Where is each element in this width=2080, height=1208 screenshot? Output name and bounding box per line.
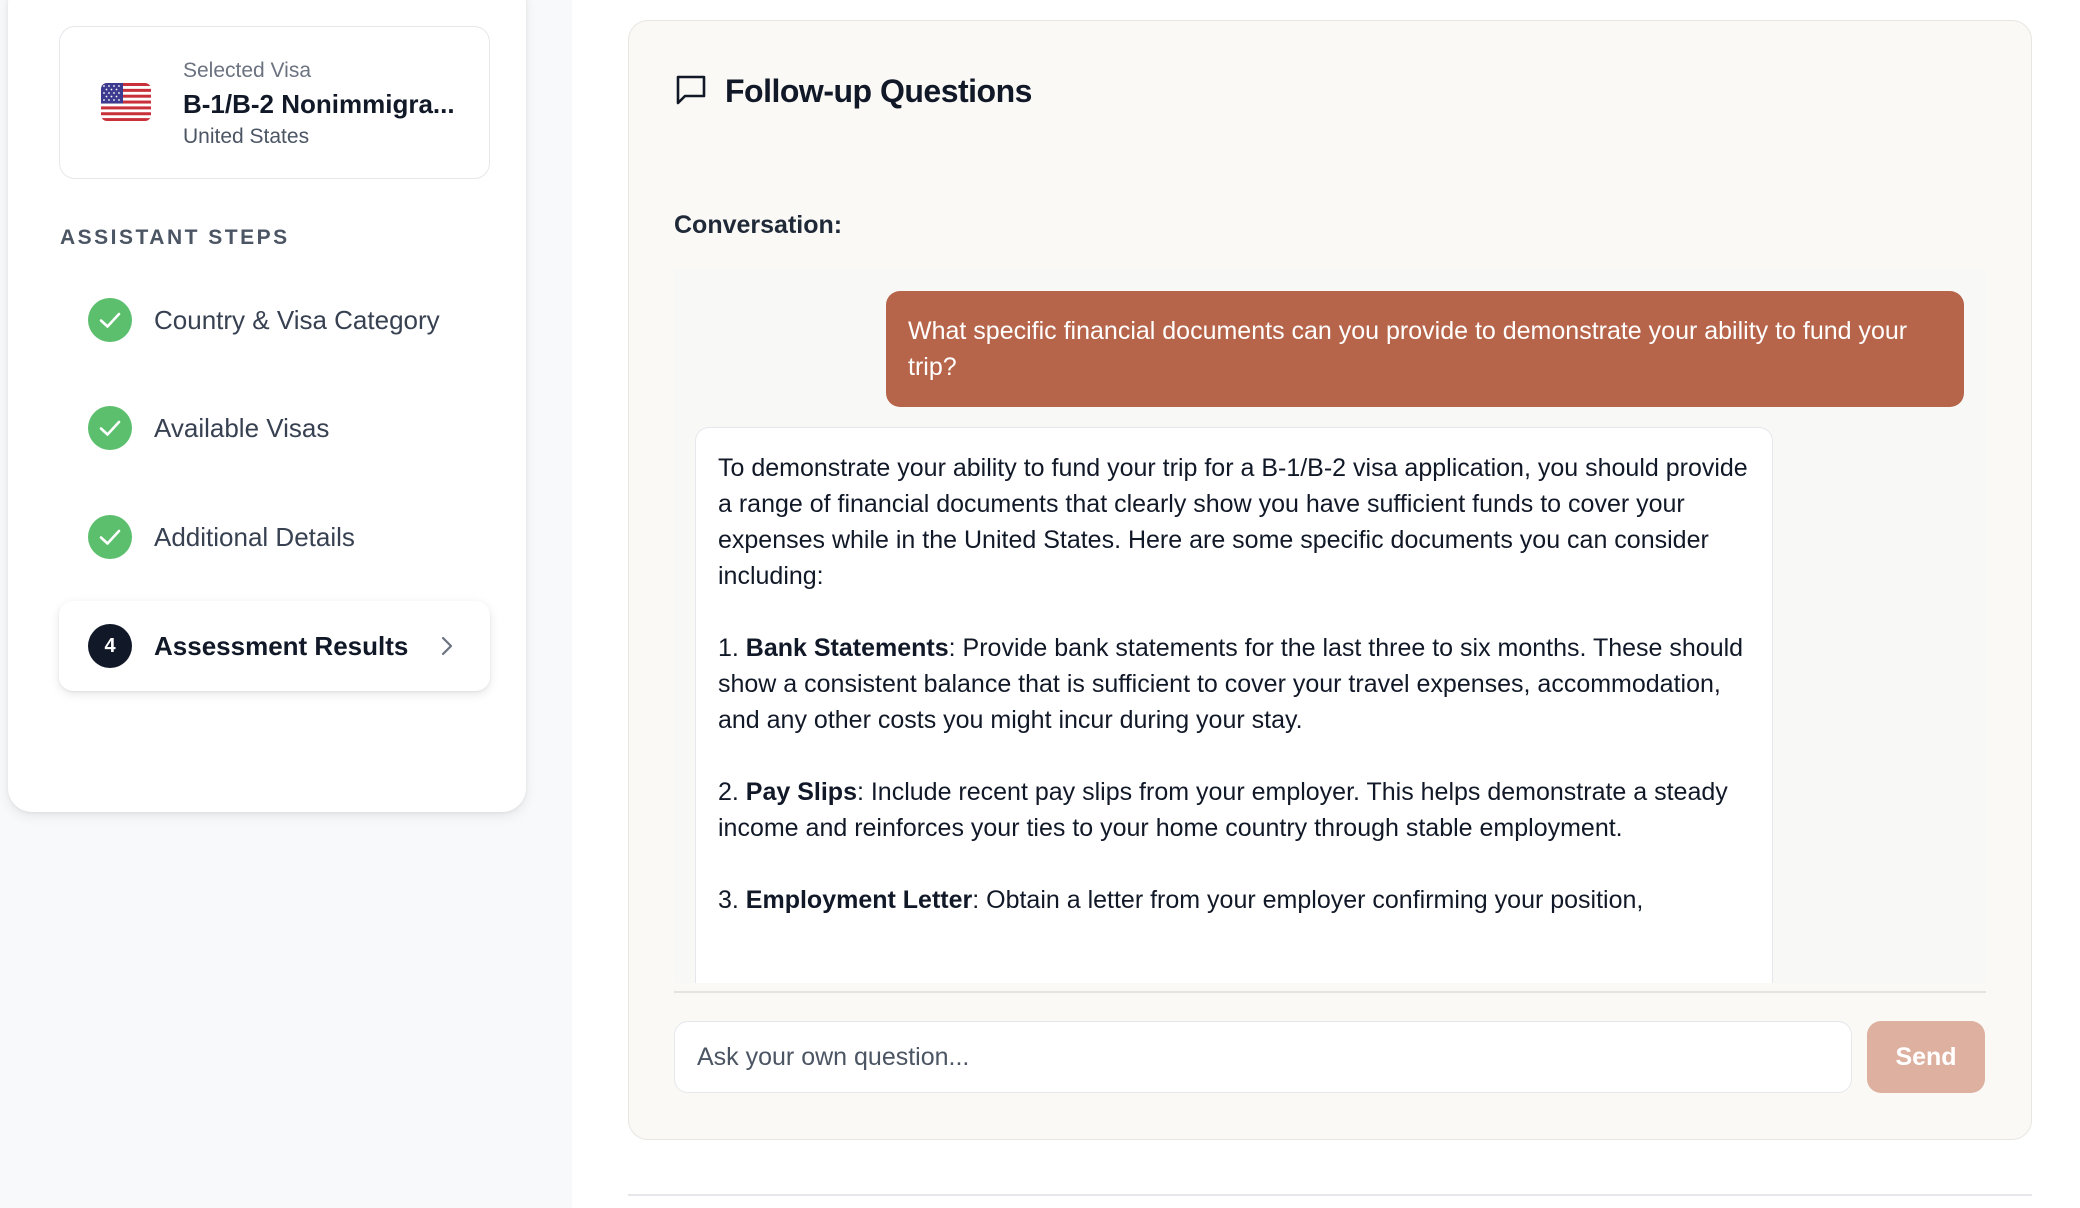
step-label: Assessment Results bbox=[154, 631, 409, 661]
sidebar bbox=[8, 0, 526, 812]
step-label: Country & Visa Category bbox=[154, 305, 440, 335]
user-message: What specific financial documents can you provide to demonstrate your ability to fund your trip? bbox=[886, 291, 1964, 407]
send-button[interactable]: Send bbox=[1867, 1021, 1985, 1093]
selected-visa-country: United States bbox=[183, 125, 310, 148]
selected-visa-name: B-1/B-2 Nonimmigra... bbox=[183, 89, 455, 119]
check-icon bbox=[88, 298, 132, 342]
assistant-steps-heading: ASSISTANT STEPS bbox=[60, 226, 290, 249]
list-item: 2. Pay Slips: Include recent pay slips from your employer. This helps demonstrate a steady income and reinforces your ties to your home country through stable employment. bbox=[718, 778, 1728, 842]
divider bbox=[628, 1194, 2032, 1196]
assistant-message bbox=[695, 427, 1773, 983]
follow-up-title: Follow-up Questions bbox=[725, 73, 1032, 109]
step-number-badge: 4 bbox=[88, 624, 132, 668]
list-item-term: Employment Letter bbox=[745, 886, 973, 914]
follow-up-card bbox=[628, 20, 2032, 1140]
conversation-area[interactable] bbox=[674, 269, 1986, 983]
list-item: 1. Bank Statements: Provide bank statements for the last three to six months. These should show a consistent balance that is sufficient to cover your travel expenses, accommodation, and any other costs you might incur during your stay. bbox=[718, 634, 1744, 734]
conversation-label: Conversation: bbox=[674, 211, 843, 239]
divider bbox=[674, 991, 1986, 993]
check-icon bbox=[88, 406, 132, 450]
step-additional-details[interactable] bbox=[59, 492, 490, 582]
step-country-visa-category[interactable] bbox=[59, 275, 490, 365]
check-icon bbox=[88, 515, 132, 559]
step-label: Additional Details bbox=[154, 522, 355, 552]
step-available-visas[interactable] bbox=[59, 383, 490, 473]
selected-visa-card bbox=[59, 26, 490, 179]
list-item-term: Bank Statements bbox=[745, 634, 949, 662]
list-item: 3. Employment Letter: Obtain a letter from your employer confirming your position, bbox=[718, 886, 1644, 914]
selected-visa-caption: Selected Visa bbox=[183, 59, 312, 82]
question-input[interactable] bbox=[674, 1021, 1852, 1093]
us-flag-icon bbox=[101, 83, 151, 121]
step-label: Available Visas bbox=[154, 413, 330, 443]
chevron-right-icon bbox=[440, 635, 454, 657]
step-assessment-results[interactable] bbox=[59, 601, 490, 691]
assistant-intro: To demonstrate your ability to fund your trip for a B-1/B-2 visa application, you should provide a range of financial documents that clearly show you have sufficient funds to cover your expenses while in the United States. Here are some specific documents you can consider including: bbox=[718, 454, 1748, 590]
list-item-term: Pay Slips bbox=[745, 778, 857, 806]
chat-bubble-icon bbox=[674, 73, 708, 107]
